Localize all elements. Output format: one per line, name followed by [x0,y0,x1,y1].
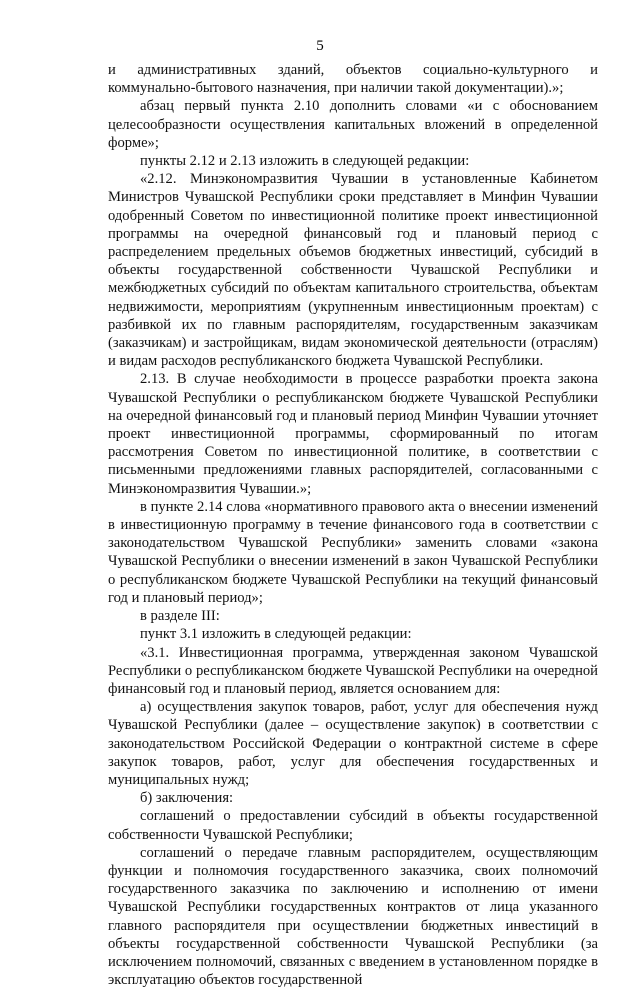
document-body [108,61,598,989]
paragraph: соглашений о предоставлении субсидий в объекты государственной собственности Чувашской Республики; [108,808,598,843]
paragraph: пункт 3.1 изложить в следующей редакции: [140,626,412,643]
paragraph: «2.12. Минэкономразвития Чувашии в установленные Кабинетом Министров Чувашской Республики сроки представляет в Минфин Чувашии одобренный Советом по инвестиционной политике проект инвестиционной программы на очередной финансовый год и плановый период с распределением предельных объемов бюджетных инвестиций, субсидий в объекты государственной собственности Чувашской Республики и межбюджетных субсидий по объектам капитального строительства, объектам недвижимости, мероприятиям (укрупненным инвестиционным проектам) с разбивкой их по главным распорядителям, государственным заказчикам (заказчикам) и застройщикам, видам экономической деятельности (отраслям) и видам расходов республиканского бюджета Чувашской Республики. [108,171,598,370]
paragraph: пункты 2.12 и 2.13 изложить в следующей редакции: [140,153,470,170]
paragraph: 2.13. В случае необходимости в процессе разработки проекта закона Чувашской Республики о республиканском бюджете Чувашской Республики на очередной финансовый год и плановый период Минфин Чувашии уточняет проект инвестиционной программы, сформированный по итогам рассмотрения Советом по инвестиционной политике, в соответствии с письменными предложениями главных распорядителей, согласованными с Минэкономразвития Чувашии.»; [108,371,598,497]
paragraph: в пункте 2.14 слова «нормативного правового акта о внесении изменений в инвестиционную программу в течение финансового года в соответствии с законодательством Чувашской Республики» заменить словами «закона Чувашской Республики о внесении изменений в закон Чувашской Республики о республиканском бюджете Чувашской Республики на текущий финансовый год и плановый период»; [108,498,598,606]
paragraph: в разделе III: [140,608,220,625]
paragraph: б) заключения: [140,790,234,807]
page-number: 5 [316,38,324,54]
paragraph: и административных зданий, объектов социально-культурного и коммунально-бытового назначения, при наличии такой документации).»; [108,62,598,97]
paragraph: а) осуществления закупок товаров, работ, услуг для обеспечения нужд Чувашской Республики (далее – осуществление закупок) в соответствии с законодательством Российской Федерации о контрактной системе в сфере закупок товаров, работ, услуг для обеспечения государственных и муниципальных нужд; [108,699,598,788]
paragraph: «3.1. Инвестиционная программа, утвержденная законом Чувашской Республики о республиканском бюджете Чувашской Республики на очередной финансовый год и плановый период, является основанием для: [108,644,598,697]
paragraph: соглашений о передаче главным распорядителем, осуществляющим функции и полномочия государственного заказчика, своих полномочий государственного заказчика по заключению и исполнению от имени Чувашской Республики государственных контрактов от лица указанного главного распорядителя при осуществлении бюджетных инвестиций в объекты государственной собственности Чувашской Республики (за исключением полномочий, связанных с введением в установленном порядке в эксплуатацию объектов государственной [108,844,598,989]
paragraph: абзац первый пункта 2.10 дополнить словами «и с обоснованием целесообразности осуществления капитальных вложений в определенной форме»; [108,98,598,151]
